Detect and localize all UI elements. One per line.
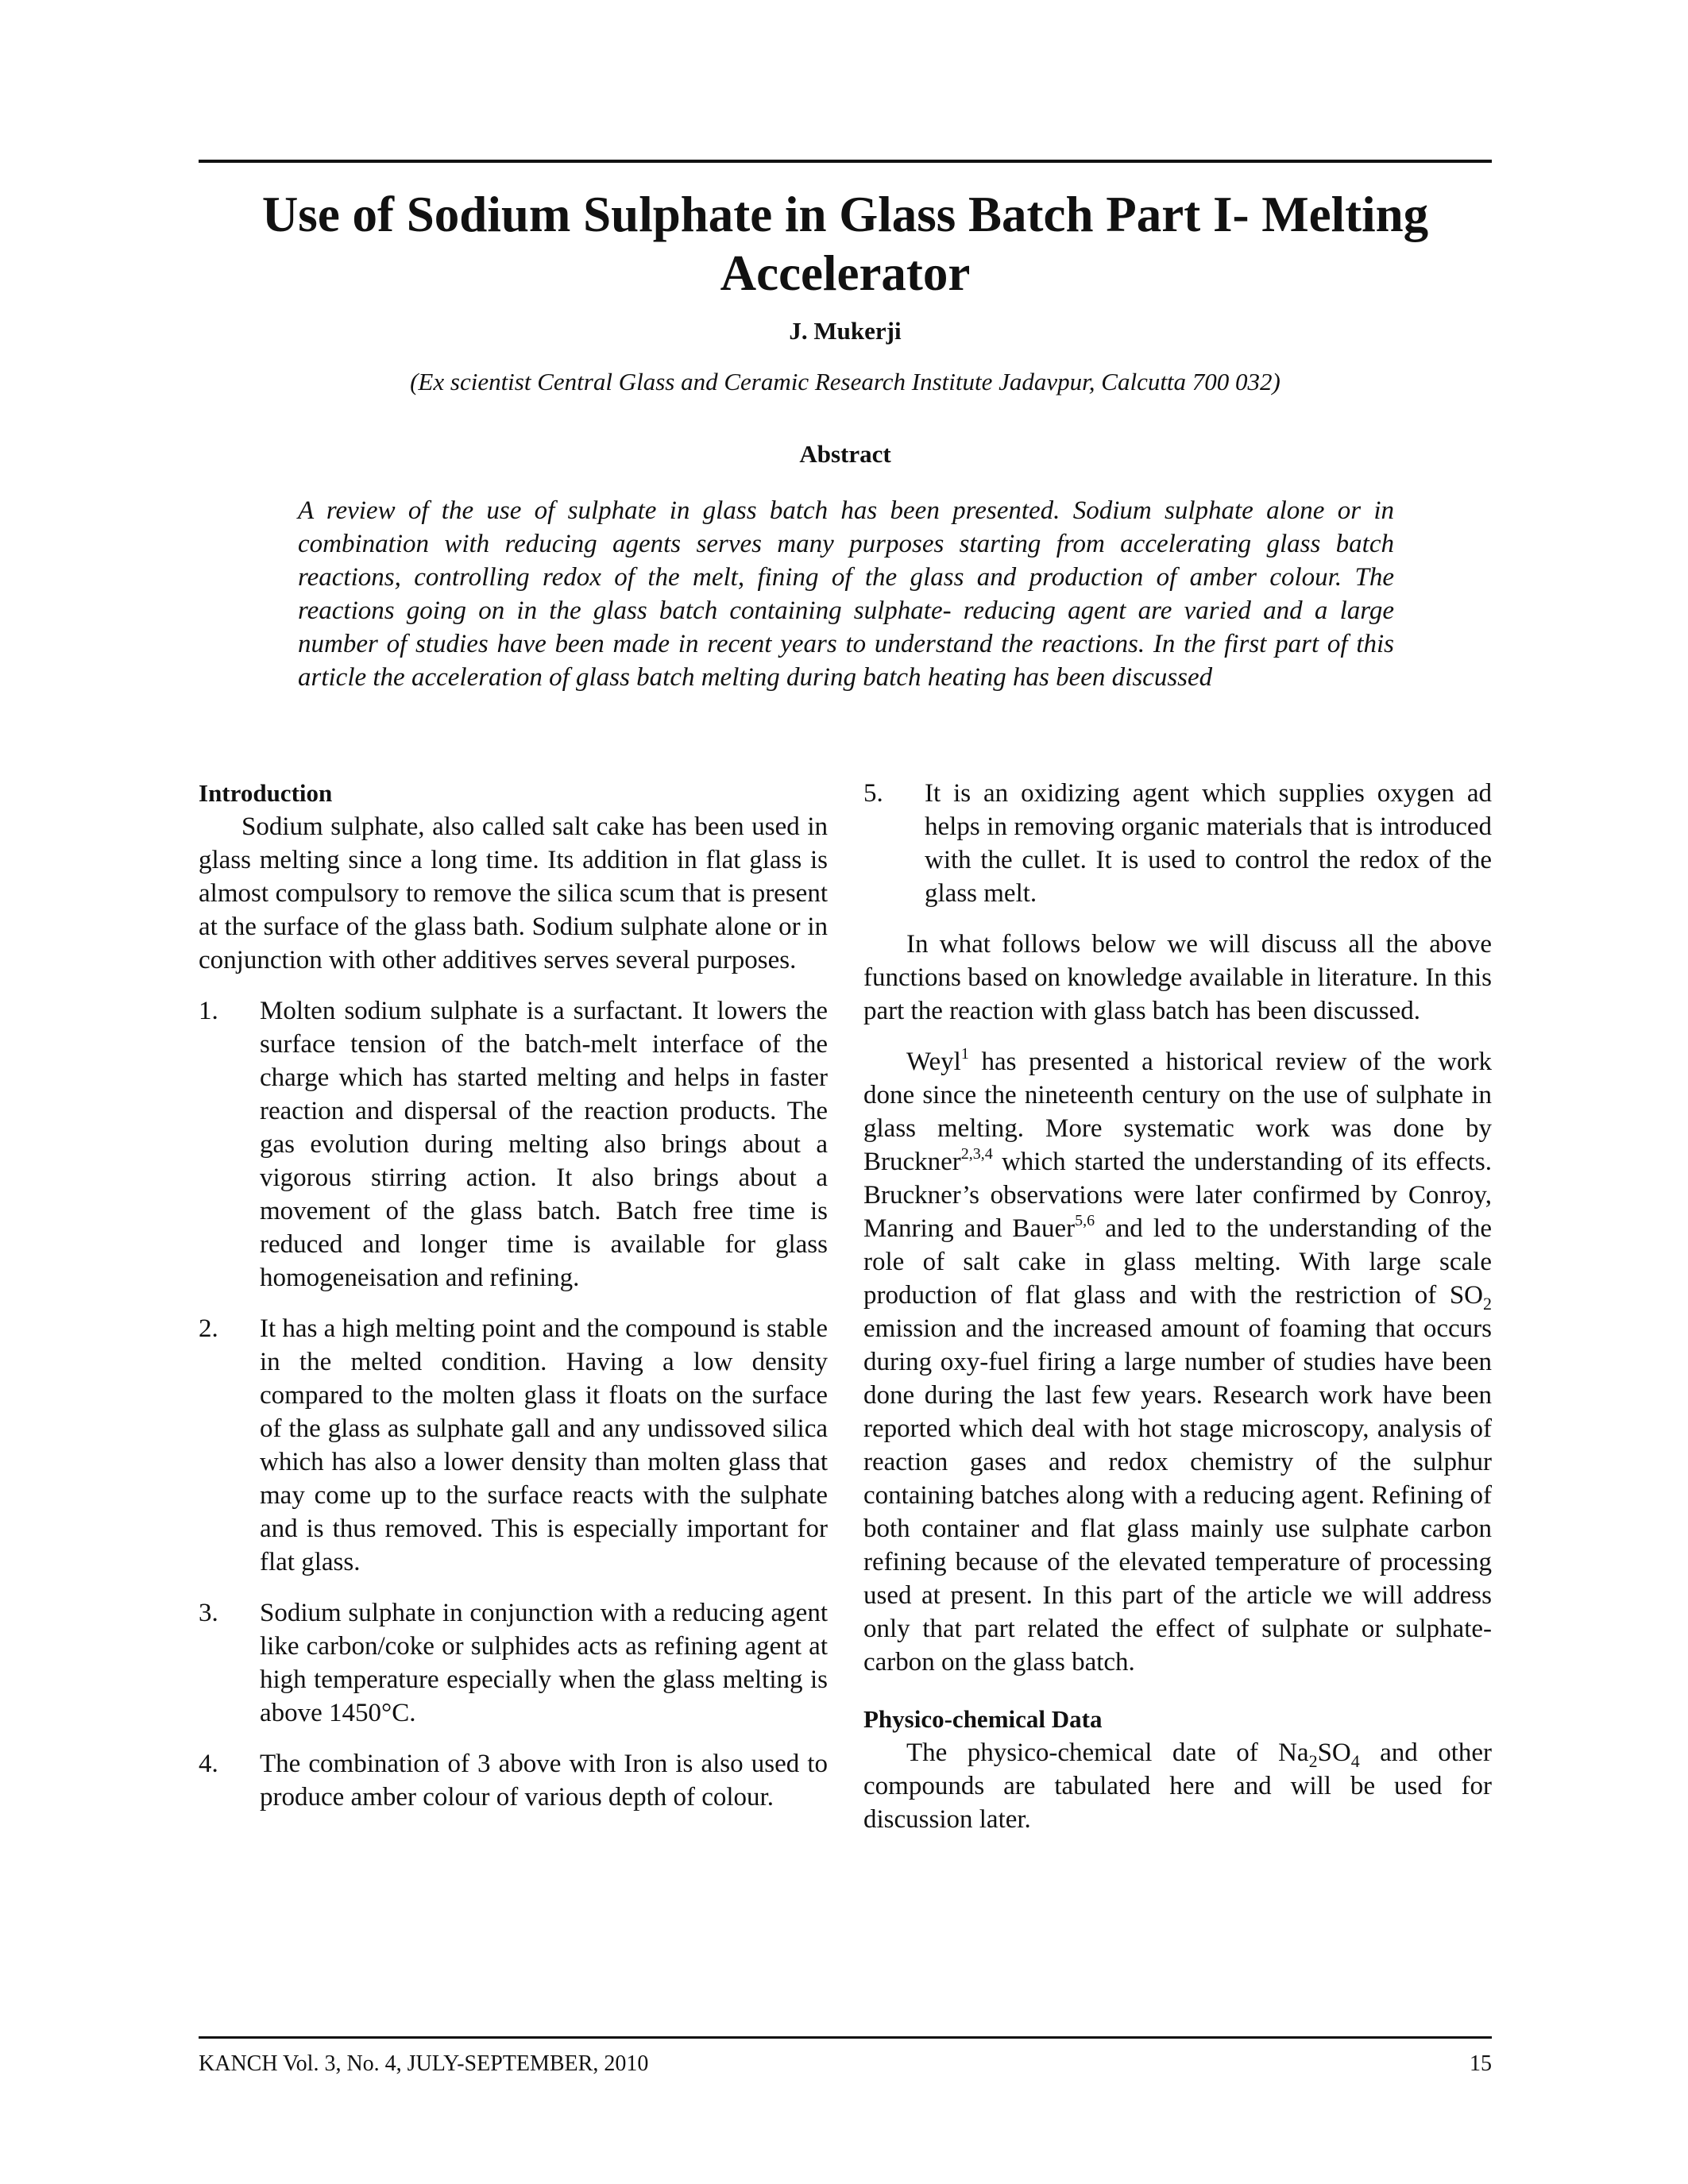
footer-rule xyxy=(199,2036,1492,2039)
list-item xyxy=(863,777,1492,910)
list-item xyxy=(199,994,828,1295)
author-affiliation: (Ex scientist Central Glass and Ceramic Research Institute Jadavpur, Calcutta 700 032) xyxy=(410,368,1280,396)
list-item-number: 3. xyxy=(199,1599,218,1627)
introduction-paragraph: Sodium sulphate, also called salt cake has been used in glass melting since a long time. Its addition in flat glass is almost compulsory to remove the silica scum that is present at the surface of the glass bath. Sodium sulphate alone or in conjunction with other additives serves several purposes. xyxy=(199,812,828,974)
journal-citation: KANCH Vol. 3, No. 4, JULY-SEPTEMBER, 2010 xyxy=(199,2051,649,2076)
subscript: 2 xyxy=(1308,1751,1318,1771)
list-item-text: The combination of 3 above with Iron is also used to produce amber colour of various depth of colour. xyxy=(260,1750,828,1812)
citation-ref: 1 xyxy=(960,1045,969,1063)
left-column xyxy=(199,777,828,1814)
list-item-number: 4. xyxy=(199,1750,218,1778)
list-item-number: 5. xyxy=(863,779,883,808)
abstract-heading: Abstract xyxy=(799,440,891,468)
list-item xyxy=(199,1747,828,1814)
purpose-list-continued xyxy=(863,777,1492,910)
purpose-list xyxy=(199,994,828,1814)
physico-chemical-paragraph: The physico-chemical date of $Na_2SO_4$ and other compounds are tabulated here and will be used for discussion later. xyxy=(863,1738,1492,1834)
subscript: 2 xyxy=(1483,1294,1492,1314)
subscript: 4 xyxy=(1350,1751,1360,1771)
citation-ref: 2,3,4 xyxy=(960,1145,993,1163)
list-item-text: It is an oxidizing agent which supplies oxygen ad helps in removing organic materials that is introduced with the cullet. It is used to control the redox of the glass melt. xyxy=(925,779,1492,908)
list-item-text: Molten sodium sulphate is a surfactant. It lowers the surface tension of the batch-melt interface of the charge which has started melting and helps in faster reaction and dispersal of the reaction products. The gas evolution during melting also brings about a vigorous stirring action. It also brings about a movement of the glass batch. Batch free time is reduced and longer time is available for glass homogeneisation and refining. xyxy=(260,997,828,1292)
list-item-text: Sodium sulphate in conjunction with a reducing agent like carbon/coke or sulphides acts as refining agent at high temperature especially when the glass melting is above 1450°C. xyxy=(260,1599,828,1727)
list-item xyxy=(199,1312,828,1579)
list-item xyxy=(199,1596,828,1730)
citation-ref: 5,6 xyxy=(1075,1212,1095,1229)
list-item-number: 1. xyxy=(199,997,218,1025)
history-paragraph: Weyl$^1$ has presented a historical review of the work done since the nineteenth century on the use of sulphate in glass melting. More systematic work was done by Bruckner$^{2,3,4}$ which started the understanding of its effects. Bruckner’s observations were later confirmed by Conroy, Manring and Bauer$^{5,6}$ and led to the understanding of the role of salt cake in glass melting. With large scale production of flat glass and with the restriction of $SO_2$ emission and the increased amount of foaming that occurs during oxy-fuel firing a large number of studies have been done during the last few years. Research work have been reported which deal with hot stage microscopy, analysis of reaction gases and redox chemistry of the sulphur containing batches along with a reducing agent. Refining of both container and flat glass mainly use sulphate carbon refining because of the elevated temperature of processing used at present. In this part of the article we will address only that part related the effect of sulphate or sulphate-carbon on the glass batch. xyxy=(863,1045,1492,1677)
functions-paragraph: In what follows below we will discuss all the above functions based on knowledge available in literature. In this part the reaction with glass batch has been discussed. xyxy=(863,930,1492,1025)
author-name: J. Mukerji xyxy=(789,317,902,345)
header-rule xyxy=(199,160,1492,163)
paper-title: Use of Sodium Sulphate in Glass Batch Part I- Melting Accelerator xyxy=(261,187,1429,301)
introduction-heading: Introduction xyxy=(199,779,333,807)
list-item-number: 2. xyxy=(199,1314,218,1343)
right-column xyxy=(863,777,1492,1836)
list-item-text: It has a high melting point and the compound is stable in the melted condition. Having a low density compared to the molten glass it floats on the surface of the glass as sulphate gall and any undissoved silica which has also a lower density than molten glass that may come up to the surface reacts with the sulphate and is thus removed. This is especially important for flat glass. xyxy=(260,1314,828,1576)
abstract-text: A review of the use of sulphate in glass batch has been presented. Sodium sulphate alone or in combination with reducing agents serves many purposes starting from accelerating glass batch reactions, controlling redox of the melt, fining of the glass and production of amber colour. The reactions going on in the glass batch containing sulphate- reducing agent are varied and a large number of studies have been made in recent years to understand the reactions. In the first part of this article the acceleration of glass batch melting during batch heating has been discussed xyxy=(298,496,1394,692)
page-number: 15 xyxy=(1470,2051,1492,2076)
physico-chemical-heading: Physico-chemical Data xyxy=(863,1705,1103,1733)
